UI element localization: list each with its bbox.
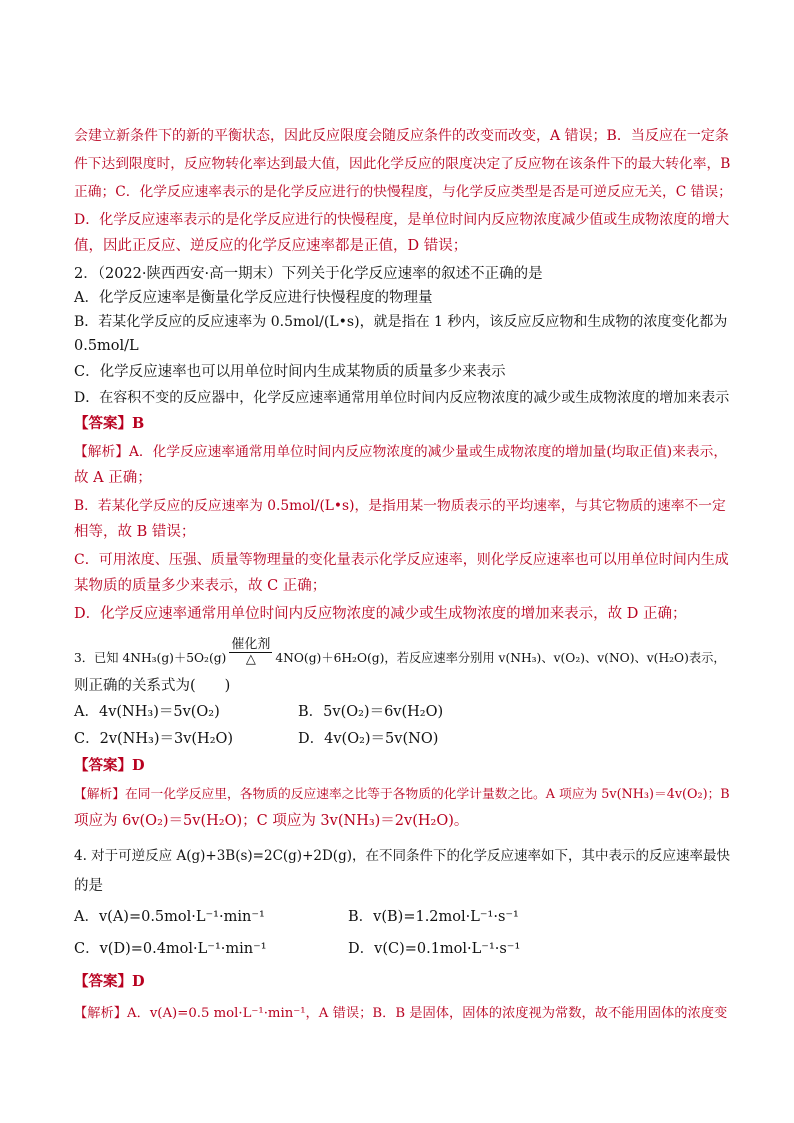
q2-answer: 【答案】B (74, 415, 145, 432)
heat-symbol: △ (245, 652, 256, 667)
q2-option-d: D．在容积不变的反应器中，化学反应速率通常用单位时间内反应物浓度的减少或生成物浓度的增加来表示 (74, 390, 730, 406)
q4-option-a: A．v(A)=0.5mol·L⁻¹·min⁻¹ (74, 909, 265, 925)
q2-analysis-line-3: B．若某化学反应的反应速率为 0.5mol/(L•s)，是指用某一物质表示的平均速率，与其它物质的速率不一定 (74, 498, 726, 514)
q2-analysis-line-6: 某物质的质量多少来表示，故 C 正确； (74, 578, 327, 594)
q3-option-c: C．2v(NH₃)＝3v(H₂O) (74, 731, 234, 747)
q2-option-c: C．化学反应速率也可以用单位时间内生成某物质的质量多少来表示 (74, 364, 506, 380)
q3-answer: 【答案】D (74, 757, 145, 774)
q3-stem-suffix: 4NO(g)＋6H₂O(g)，若反应速率分别用 v(NH₃)、v(O₂)、v(NO)、v(H₂O)表示， (275, 651, 726, 665)
q2-analysis-line-4: 相等，故 B 错误； (74, 524, 196, 540)
q3-stem-prefix: 3．已知 4NH₃(g)＋5O₂(g) (74, 651, 227, 665)
q2-analysis-line-7: D．化学反应速率通常用单位时间内反应物浓度的减少或生成物浓度的增加来表示，故 D 正确； (74, 606, 687, 622)
q3-stem (74, 637, 734, 673)
continuation-line-5: 值，因此正反应、逆反应的化学反应速率都是正值，D 错误； (74, 238, 468, 254)
reaction-condition (229, 638, 272, 667)
q3-stem-line-2: 则正确的关系式为( ) (74, 678, 231, 694)
q4-stem-line-2: 的是 (74, 878, 103, 894)
q3-option-d: D．4v(O₂)＝5v(NO) (298, 731, 439, 747)
q3-option-b: B．5v(O₂)＝6v(H₂O) (298, 704, 444, 720)
q4-stem-line-1: 4. 对于可逆反应 A(g)+3B(s)=2C(g)+2D(g)，在不同条件下的化学反应速率如下，其中表示的反应速率最快 (74, 848, 730, 864)
q2-analysis-line-5: C．可用浓度、压强、质量等物理量的变化量表示化学反应速率，则化学反应速率也可以用单位时间内生成 (74, 552, 729, 568)
q4-analysis-line-1: 【解析】A．v(A)=0.5 mol·L⁻¹·min⁻¹，A 错误；B．B 是固体，固体的浓度视为常数，故不能用固体的浓度变 (74, 1006, 728, 1021)
q4-option-d: D．v(C)=0.1mol·L⁻¹·s⁻¹ (348, 941, 521, 957)
q3-analysis-line-1: 【解析】在同一化学反应里，各物质的反应速率之比等于各物质的化学计量数之比。A 项应为 5v(NH₃)＝4v(O₂)；B (74, 787, 730, 802)
continuation-line-2: 件下达到限度时，反应物转化率达到最大值，因此化学反应的限度决定了反应物在该条件下的最大转化率，B (74, 156, 731, 172)
q2-option-a: A．化学反应速率是衡量化学反应进行快慢程度的物理量 (74, 290, 433, 306)
q4-answer: 【答案】D (74, 973, 145, 990)
catalyst-label: 催化剂 (231, 637, 271, 652)
q2-analysis-line-2: 故 A 正确； (74, 470, 152, 486)
q2-option-b-line-1: B．若某化学反应的反应速率为 0.5mol/(L•s)，就是指在 1 秒内，该反应反应物和生成物的浓度变化都为 (74, 314, 728, 330)
continuation-line-1: 会建立新条件下的新的平衡状态，因此反应限度会随反应条件的改变而改变，A 错误；B．当反应在一定条 (74, 128, 729, 144)
q3-option-a: A．4v(NH₃)＝5v(O₂) (74, 704, 220, 720)
q4-option-c: C．v(D)=0.4mol·L⁻¹·min⁻¹ (74, 941, 267, 957)
continuation-line-4: D．化学反应速率表示的是化学反应进行的快慢程度，是单位时间内反应物浓度减少值或生成物浓度的增大 (74, 212, 730, 228)
q2-option-b-line-2: 0.5mol/L (74, 338, 139, 354)
q2-analysis-line-1: 【解析】A．化学反应速率通常用单位时间内反应物浓度的减少量或生成物浓度的增加量(均取正值)来表示， (74, 444, 728, 460)
q2-stem: 2．（2022·陕西西安·高一期末）下列关于化学反应速率的叙述不正确的是 (74, 266, 543, 282)
q3-analysis-line-2: 项应为 6v(O₂)＝5v(H₂O)；C 项应为 3v(NH₃)＝2v(H₂O)。 (74, 813, 469, 829)
q4-option-b: B．v(B)=1.2mol·L⁻¹·s⁻¹ (348, 909, 519, 925)
continuation-line-3: 正确；C．化学反应速率表示的是化学反应进行的快慢程度，与化学反应类型是否是可逆反应无关，C 错误； (74, 184, 732, 200)
